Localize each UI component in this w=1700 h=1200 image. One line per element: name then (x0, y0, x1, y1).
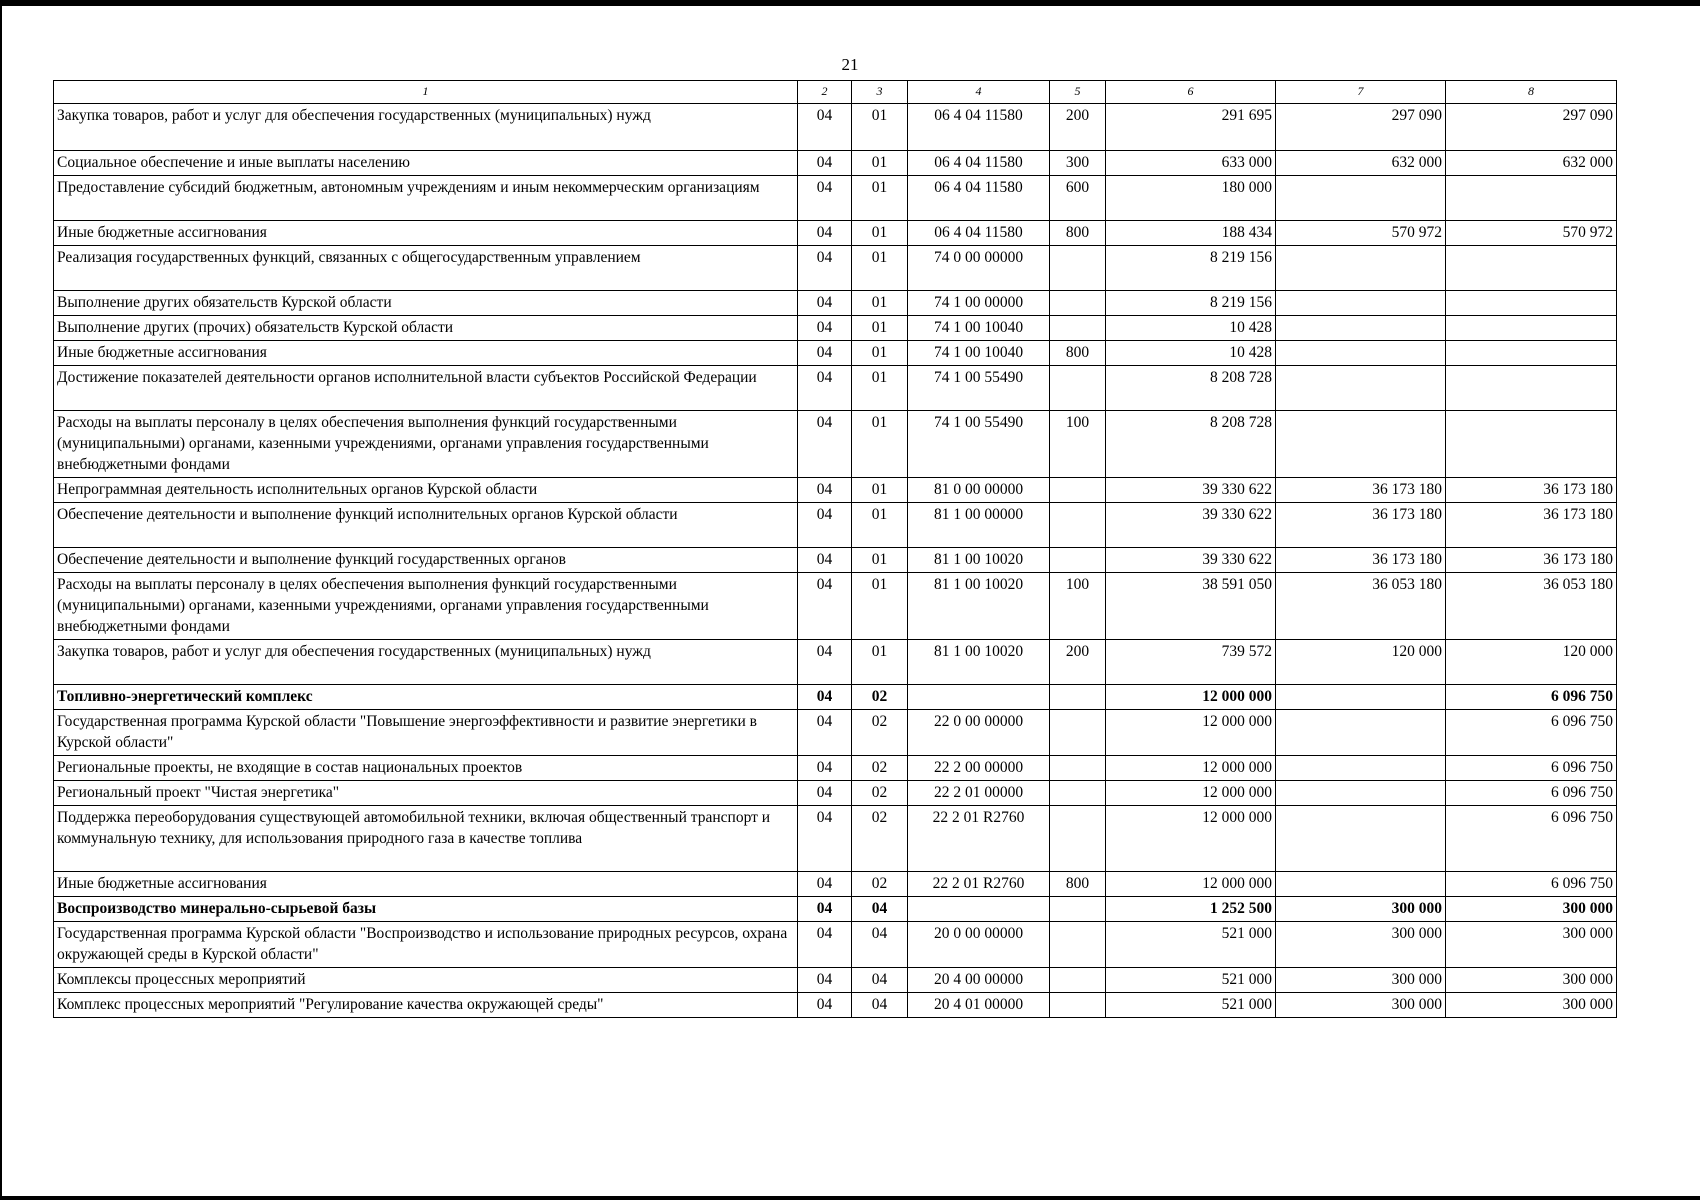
cell-target-code: 22 2 01 00000 (908, 781, 1050, 806)
cell-section: 04 (798, 806, 852, 872)
cell-amount-3 (1446, 176, 1617, 221)
cell-amount-3 (1446, 246, 1617, 291)
cell-name: Закупка товаров, работ и услуг для обеспечения государственных (муниципальных) нужд (54, 104, 798, 151)
table-row (54, 291, 1617, 316)
cell-amount-1: 180 000 (1106, 176, 1276, 221)
cell-expense-type (1050, 922, 1106, 968)
cell-amount-3: 36 053 180 (1446, 573, 1617, 640)
cell-amount-1: 8 219 156 (1106, 291, 1276, 316)
cell-amount-3 (1446, 411, 1617, 478)
page-number: 21 (841, 55, 859, 74)
cell-name: Региональный проект "Чистая энергетика" (54, 781, 798, 806)
cell-amount-2 (1276, 781, 1446, 806)
cell-amount-2 (1276, 806, 1446, 872)
cell-expense-type (1050, 806, 1106, 872)
cell-amount-3: 36 173 180 (1446, 478, 1617, 503)
cell-name: Достижение показателей деятельности органов исполнительной власти субъектов Российской Федерации (54, 366, 798, 411)
table-row (54, 922, 1617, 968)
cell-amount-3 (1446, 291, 1617, 316)
cell-target-code: 81 1 00 00000 (908, 503, 1050, 548)
table-row (54, 246, 1617, 291)
cell-subsection: 01 (852, 573, 908, 640)
cell-amount-1: 10 428 (1106, 341, 1276, 366)
cell-amount-2: 36 173 180 (1276, 478, 1446, 503)
cell-amount-1: 521 000 (1106, 993, 1276, 1018)
cell-amount-2 (1276, 246, 1446, 291)
cell-amount-2: 300 000 (1276, 897, 1446, 922)
cell-target-code: 06 4 04 11580 (908, 104, 1050, 151)
cell-amount-2 (1276, 316, 1446, 341)
cell-section: 04 (798, 922, 852, 968)
scan-top-border (0, 0, 1700, 6)
cell-section: 04 (798, 710, 852, 756)
cell-amount-3: 570 972 (1446, 221, 1617, 246)
table-row (54, 366, 1617, 411)
cell-amount-1: 739 572 (1106, 640, 1276, 685)
cell-section: 04 (798, 548, 852, 573)
cell-subsection: 01 (852, 176, 908, 221)
cell-amount-3: 300 000 (1446, 897, 1617, 922)
cell-subsection: 02 (852, 781, 908, 806)
cell-amount-1: 39 330 622 (1106, 548, 1276, 573)
cell-section: 04 (798, 503, 852, 548)
cell-name: Расходы на выплаты персоналу в целях обеспечения выполнения функций государственными (муниципальными) органами, казенными учреждениями, органами управления государственными внебюджетными фондами (54, 411, 798, 478)
table-row (54, 411, 1617, 478)
cell-subsection: 01 (852, 104, 908, 151)
cell-amount-1: 39 330 622 (1106, 478, 1276, 503)
cell-section: 04 (798, 993, 852, 1018)
cell-subsection: 01 (852, 503, 908, 548)
cell-section: 04 (798, 897, 852, 922)
header-cell: 7 (1276, 81, 1446, 104)
header-cell: 2 (798, 81, 852, 104)
cell-amount-3 (1446, 341, 1617, 366)
cell-expense-type (1050, 710, 1106, 756)
cell-name: Иные бюджетные ассигнования (54, 341, 798, 366)
cell-subsection: 02 (852, 756, 908, 781)
cell-amount-1: 8 208 728 (1106, 366, 1276, 411)
cell-target-code: 22 2 00 00000 (908, 756, 1050, 781)
cell-amount-3: 6 096 750 (1446, 806, 1617, 872)
cell-target-code: 74 1 00 55490 (908, 366, 1050, 411)
header-cell: 4 (908, 81, 1050, 104)
cell-name: Иные бюджетные ассигнования (54, 872, 798, 897)
cell-name: Реализация государственных функций, связанных с общегосударственным управлением (54, 246, 798, 291)
cell-name: Иные бюджетные ассигнования (54, 221, 798, 246)
table-row (54, 781, 1617, 806)
cell-expense-type (1050, 478, 1106, 503)
cell-target-code: 22 2 01 R2760 (908, 872, 1050, 897)
cell-amount-2: 570 972 (1276, 221, 1446, 246)
cell-amount-3: 6 096 750 (1446, 710, 1617, 756)
cell-amount-2 (1276, 685, 1446, 710)
cell-target-code: 74 0 00 00000 (908, 246, 1050, 291)
table-row (54, 221, 1617, 246)
cell-amount-1: 10 428 (1106, 316, 1276, 341)
cell-name: Выполнение других обязательств Курской области (54, 291, 798, 316)
table-row (54, 872, 1617, 897)
cell-target-code: 74 1 00 10040 (908, 316, 1050, 341)
table-row (54, 503, 1617, 548)
cell-section: 04 (798, 151, 852, 176)
cell-expense-type (1050, 756, 1106, 781)
header-row (54, 81, 1617, 104)
cell-amount-2: 120 000 (1276, 640, 1446, 685)
cell-amount-2: 300 000 (1276, 993, 1446, 1018)
cell-amount-1: 12 000 000 (1106, 781, 1276, 806)
cell-subsection: 04 (852, 897, 908, 922)
cell-name: Комплексы процессных мероприятий (54, 968, 798, 993)
cell-expense-type: 100 (1050, 573, 1106, 640)
cell-expense-type (1050, 968, 1106, 993)
cell-amount-3: 6 096 750 (1446, 781, 1617, 806)
cell-name: Социальное обеспечение и иные выплаты населению (54, 151, 798, 176)
cell-name: Обеспечение деятельности и выполнение функций государственных органов (54, 548, 798, 573)
cell-target-code: 81 1 00 10020 (908, 573, 1050, 640)
cell-expense-type: 800 (1050, 872, 1106, 897)
table-row (54, 993, 1617, 1018)
table-row (54, 756, 1617, 781)
cell-amount-1: 12 000 000 (1106, 710, 1276, 756)
budget-table (53, 80, 1617, 1018)
table-row (54, 151, 1617, 176)
cell-expense-type: 800 (1050, 221, 1106, 246)
cell-section: 04 (798, 640, 852, 685)
cell-expense-type (1050, 246, 1106, 291)
cell-expense-type: 800 (1050, 341, 1106, 366)
cell-subsection: 01 (852, 341, 908, 366)
cell-name: Обеспечение деятельности и выполнение функций исполнительных органов Курской области (54, 503, 798, 548)
cell-target-code: 81 1 00 10020 (908, 548, 1050, 573)
cell-amount-1: 12 000 000 (1106, 806, 1276, 872)
cell-amount-1: 633 000 (1106, 151, 1276, 176)
cell-target-code: 22 2 01 R2760 (908, 806, 1050, 872)
cell-section: 04 (798, 366, 852, 411)
cell-amount-2: 297 090 (1276, 104, 1446, 151)
cell-amount-3: 300 000 (1446, 968, 1617, 993)
cell-amount-2 (1276, 176, 1446, 221)
cell-amount-2: 300 000 (1276, 968, 1446, 993)
table-row (54, 478, 1617, 503)
cell-section: 04 (798, 968, 852, 993)
cell-target-code: 06 4 04 11580 (908, 221, 1050, 246)
cell-amount-2 (1276, 366, 1446, 411)
cell-amount-1: 291 695 (1106, 104, 1276, 151)
table-row (54, 897, 1617, 922)
cell-subsection: 01 (852, 221, 908, 246)
table-row (54, 341, 1617, 366)
cell-amount-3: 6 096 750 (1446, 756, 1617, 781)
cell-section: 04 (798, 573, 852, 640)
table-row (54, 548, 1617, 573)
cell-amount-3: 6 096 750 (1446, 872, 1617, 897)
cell-name: Предоставление субсидий бюджетным, автономным учреждениям и иным некоммерческим организациям (54, 176, 798, 221)
cell-subsection: 01 (852, 246, 908, 291)
cell-subsection: 01 (852, 411, 908, 478)
cell-section: 04 (798, 341, 852, 366)
cell-expense-type: 600 (1050, 176, 1106, 221)
cell-amount-3: 36 173 180 (1446, 548, 1617, 573)
cell-section: 04 (798, 246, 852, 291)
cell-section: 04 (798, 756, 852, 781)
cell-expense-type (1050, 993, 1106, 1018)
cell-expense-type (1050, 291, 1106, 316)
cell-amount-3: 632 000 (1446, 151, 1617, 176)
cell-section: 04 (798, 291, 852, 316)
cell-amount-2 (1276, 756, 1446, 781)
cell-subsection: 01 (852, 478, 908, 503)
cell-amount-3: 300 000 (1446, 993, 1617, 1018)
cell-expense-type (1050, 897, 1106, 922)
cell-target-code: 74 1 00 00000 (908, 291, 1050, 316)
cell-subsection: 04 (852, 922, 908, 968)
cell-target-code: 74 1 00 10040 (908, 341, 1050, 366)
cell-amount-1: 521 000 (1106, 922, 1276, 968)
cell-name: Государственная программа Курской области "Повышение энергоэффективности и развитие энергетики в Курской области" (54, 710, 798, 756)
table-row (54, 710, 1617, 756)
cell-target-code: 06 4 04 11580 (908, 176, 1050, 221)
cell-expense-type (1050, 781, 1106, 806)
cell-amount-2: 36 173 180 (1276, 548, 1446, 573)
cell-amount-3: 300 000 (1446, 922, 1617, 968)
header-cell: 8 (1446, 81, 1617, 104)
cell-name: Государственная программа Курской области "Воспроизводство и использование природных ресурсов, охрана окружающей среды в Курской области" (54, 922, 798, 968)
header-cell: 5 (1050, 81, 1106, 104)
table-row (54, 316, 1617, 341)
cell-subsection: 01 (852, 316, 908, 341)
cell-section: 04 (798, 316, 852, 341)
cell-expense-type: 200 (1050, 104, 1106, 151)
scan-left-border (0, 0, 2, 1200)
cell-section: 04 (798, 478, 852, 503)
table-row (54, 685, 1617, 710)
cell-amount-1: 188 434 (1106, 221, 1276, 246)
cell-subsection: 02 (852, 710, 908, 756)
cell-amount-3: 6 096 750 (1446, 685, 1617, 710)
cell-section: 04 (798, 104, 852, 151)
cell-section: 04 (798, 176, 852, 221)
cell-section: 04 (798, 685, 852, 710)
cell-expense-type (1050, 548, 1106, 573)
header-cell: 1 (54, 81, 798, 104)
cell-subsection: 01 (852, 548, 908, 573)
cell-subsection: 02 (852, 806, 908, 872)
cell-target-code: 81 0 00 00000 (908, 478, 1050, 503)
cell-subsection: 01 (852, 640, 908, 685)
cell-expense-type (1050, 316, 1106, 341)
cell-amount-1: 39 330 622 (1106, 503, 1276, 548)
cell-name: Топливно-энергетический комплекс (54, 685, 798, 710)
cell-name: Воспроизводство минерально-сырьевой базы (54, 897, 798, 922)
cell-amount-2 (1276, 872, 1446, 897)
cell-target-code (908, 897, 1050, 922)
cell-expense-type: 100 (1050, 411, 1106, 478)
cell-section: 04 (798, 781, 852, 806)
cell-name: Расходы на выплаты персоналу в целях обеспечения выполнения функций государственными (муниципальными) органами, казенными учреждениями, органами управления государственными внебюджетными фондами (54, 573, 798, 640)
cell-amount-1: 8 208 728 (1106, 411, 1276, 478)
cell-target-code: 81 1 00 10020 (908, 640, 1050, 685)
cell-name: Комплекс процессных мероприятий "Регулирование качества окружающей среды" (54, 993, 798, 1018)
cell-amount-1: 12 000 000 (1106, 685, 1276, 710)
cell-expense-type (1050, 503, 1106, 548)
cell-name: Региональные проекты, не входящие в состав национальных проектов (54, 756, 798, 781)
cell-amount-2: 300 000 (1276, 922, 1446, 968)
cell-subsection: 01 (852, 366, 908, 411)
cell-target-code: 22 0 00 00000 (908, 710, 1050, 756)
cell-target-code (908, 685, 1050, 710)
cell-section: 04 (798, 411, 852, 478)
cell-amount-1: 1 252 500 (1106, 897, 1276, 922)
table-row (54, 573, 1617, 640)
table-row (54, 104, 1617, 151)
cell-subsection: 02 (852, 872, 908, 897)
cell-amount-1: 12 000 000 (1106, 872, 1276, 897)
cell-subsection: 01 (852, 291, 908, 316)
cell-amount-2 (1276, 291, 1446, 316)
cell-name: Закупка товаров, работ и услуг для обеспечения государственных (муниципальных) нужд (54, 640, 798, 685)
table-row (54, 968, 1617, 993)
cell-target-code: 06 4 04 11580 (908, 151, 1050, 176)
cell-amount-2 (1276, 411, 1446, 478)
cell-amount-3 (1446, 366, 1617, 411)
cell-amount-1: 8 219 156 (1106, 246, 1276, 291)
header-cell: 3 (852, 81, 908, 104)
cell-name: Выполнение других (прочих) обязательств Курской области (54, 316, 798, 341)
cell-amount-2: 632 000 (1276, 151, 1446, 176)
cell-amount-1: 38 591 050 (1106, 573, 1276, 640)
cell-target-code: 20 4 01 00000 (908, 993, 1050, 1018)
table-row (54, 806, 1617, 872)
cell-amount-3: 120 000 (1446, 640, 1617, 685)
cell-amount-2: 36 173 180 (1276, 503, 1446, 548)
cell-target-code: 74 1 00 55490 (908, 411, 1050, 478)
cell-section: 04 (798, 872, 852, 897)
cell-target-code: 20 0 00 00000 (908, 922, 1050, 968)
cell-amount-1: 12 000 000 (1106, 756, 1276, 781)
cell-expense-type: 300 (1050, 151, 1106, 176)
cell-amount-2: 36 053 180 (1276, 573, 1446, 640)
cell-subsection: 04 (852, 968, 908, 993)
cell-expense-type (1050, 366, 1106, 411)
table-row (54, 640, 1617, 685)
cell-amount-3 (1446, 316, 1617, 341)
cell-subsection: 01 (852, 151, 908, 176)
cell-name: Поддержка переоборудования существующей автомобильной техники, включая общественный транспорт и коммунальную технику, для использования природного газа в качестве топлива (54, 806, 798, 872)
cell-expense-type: 200 (1050, 640, 1106, 685)
cell-subsection: 02 (852, 685, 908, 710)
cell-amount-3: 36 173 180 (1446, 503, 1617, 548)
cell-target-code: 20 4 00 00000 (908, 968, 1050, 993)
cell-amount-2 (1276, 341, 1446, 366)
scan-bottom-border (0, 1196, 1700, 1200)
cell-amount-1: 521 000 (1106, 968, 1276, 993)
cell-name: Непрограммная деятельность исполнительных органов Курской области (54, 478, 798, 503)
header-cell: 6 (1106, 81, 1276, 104)
table-body (54, 81, 1617, 1018)
cell-section: 04 (798, 221, 852, 246)
cell-amount-3: 297 090 (1446, 104, 1617, 151)
table-row (54, 176, 1617, 221)
cell-amount-2 (1276, 710, 1446, 756)
cell-expense-type (1050, 685, 1106, 710)
cell-subsection: 04 (852, 993, 908, 1018)
